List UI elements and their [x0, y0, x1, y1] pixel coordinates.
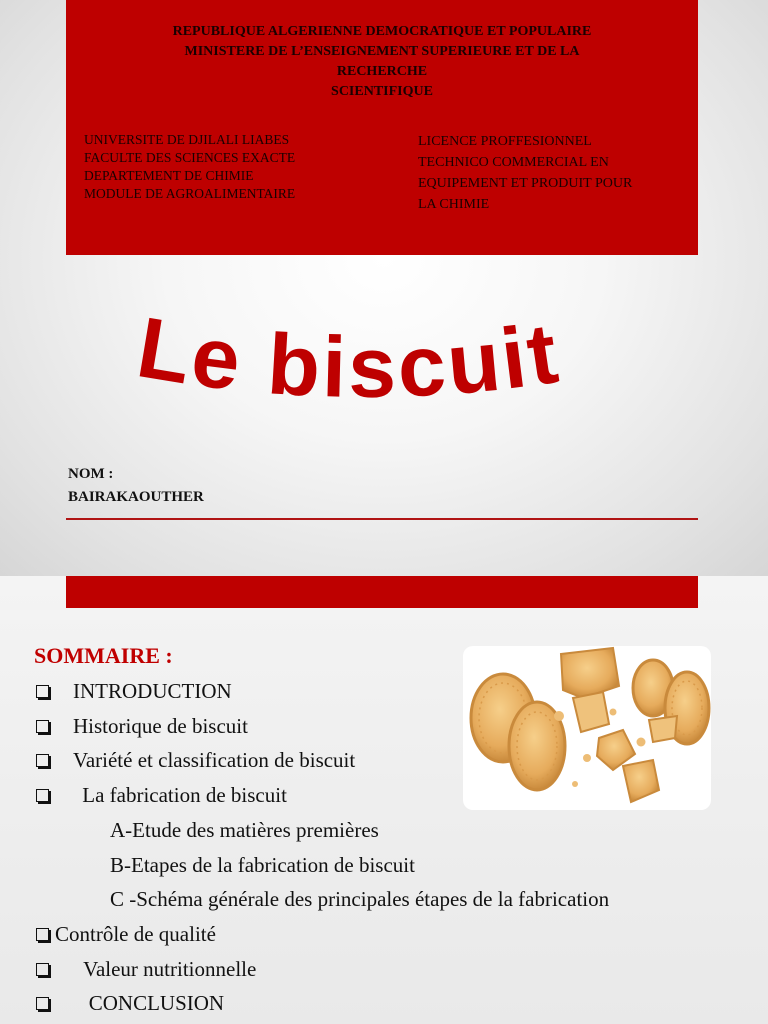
licence-info: LICENCE PROFFESIONNEL TECHNICO COMMERCIAL EN EQUIPEMENT ET PRODUIT POUR LA CHIMIE — [418, 134, 633, 212]
checkbox-bullet-icon — [36, 997, 49, 1010]
header-banner — [66, 0, 698, 255]
toc-item: Valeur nutritionnelle — [36, 956, 256, 982]
sommaire-title: SOMMAIRE : — [34, 643, 173, 668]
checkbox-bullet-icon — [36, 928, 49, 941]
biscuit-illustration — [463, 646, 711, 810]
toc-subitem: A-Etude des matières premières — [110, 818, 379, 842]
name-label: NOM : — [68, 466, 114, 482]
university-info: UNIVERSITE DE DJILALI LIABES FACULTE DES SCIENCES EXACTE DEPARTEMENT DE CHIMIE MODULE DE AGROALIMENTAIRE — [84, 132, 296, 201]
main-title-text: Le biscuit — [130, 299, 567, 410]
footer-banner — [66, 576, 698, 608]
checkbox-bullet-icon — [36, 754, 49, 767]
toc-subitem: C -Schéma générale des principales étapes de la fabrication — [110, 887, 610, 911]
toc-item: Variété et classification de biscuit — [36, 747, 355, 773]
checkbox-bullet-icon — [36, 963, 49, 976]
toc-item: Contrôle de qualité — [36, 921, 216, 947]
checkbox-bullet-icon — [36, 720, 49, 733]
toc-item: CONCLUSION — [36, 990, 224, 1016]
checkbox-bullet-icon — [36, 789, 49, 802]
toc-subitem: B-Etapes de la fabrication de biscuit — [110, 853, 415, 877]
checkbox-bullet-icon — [36, 685, 49, 698]
government-title: REPUBLIQUE ALGERIENNE DEMOCRATIQUE ET POPULAIRE MINISTERE DE L’ENSEIGNEMENT SUPERIEURE ET DE LA RECHERCHE SCIENTIFIQUE — [172, 24, 592, 99]
main-title — [130, 275, 690, 410]
biscuit-image — [463, 646, 711, 810]
divider — [66, 518, 698, 520]
toc-item: La fabrication de biscuit — [36, 782, 287, 808]
toc-item: INTRODUCTION — [36, 678, 232, 704]
author-name: BAIRAKAOUTHER — [68, 489, 204, 505]
toc-item: Historique de biscuit — [36, 713, 248, 739]
